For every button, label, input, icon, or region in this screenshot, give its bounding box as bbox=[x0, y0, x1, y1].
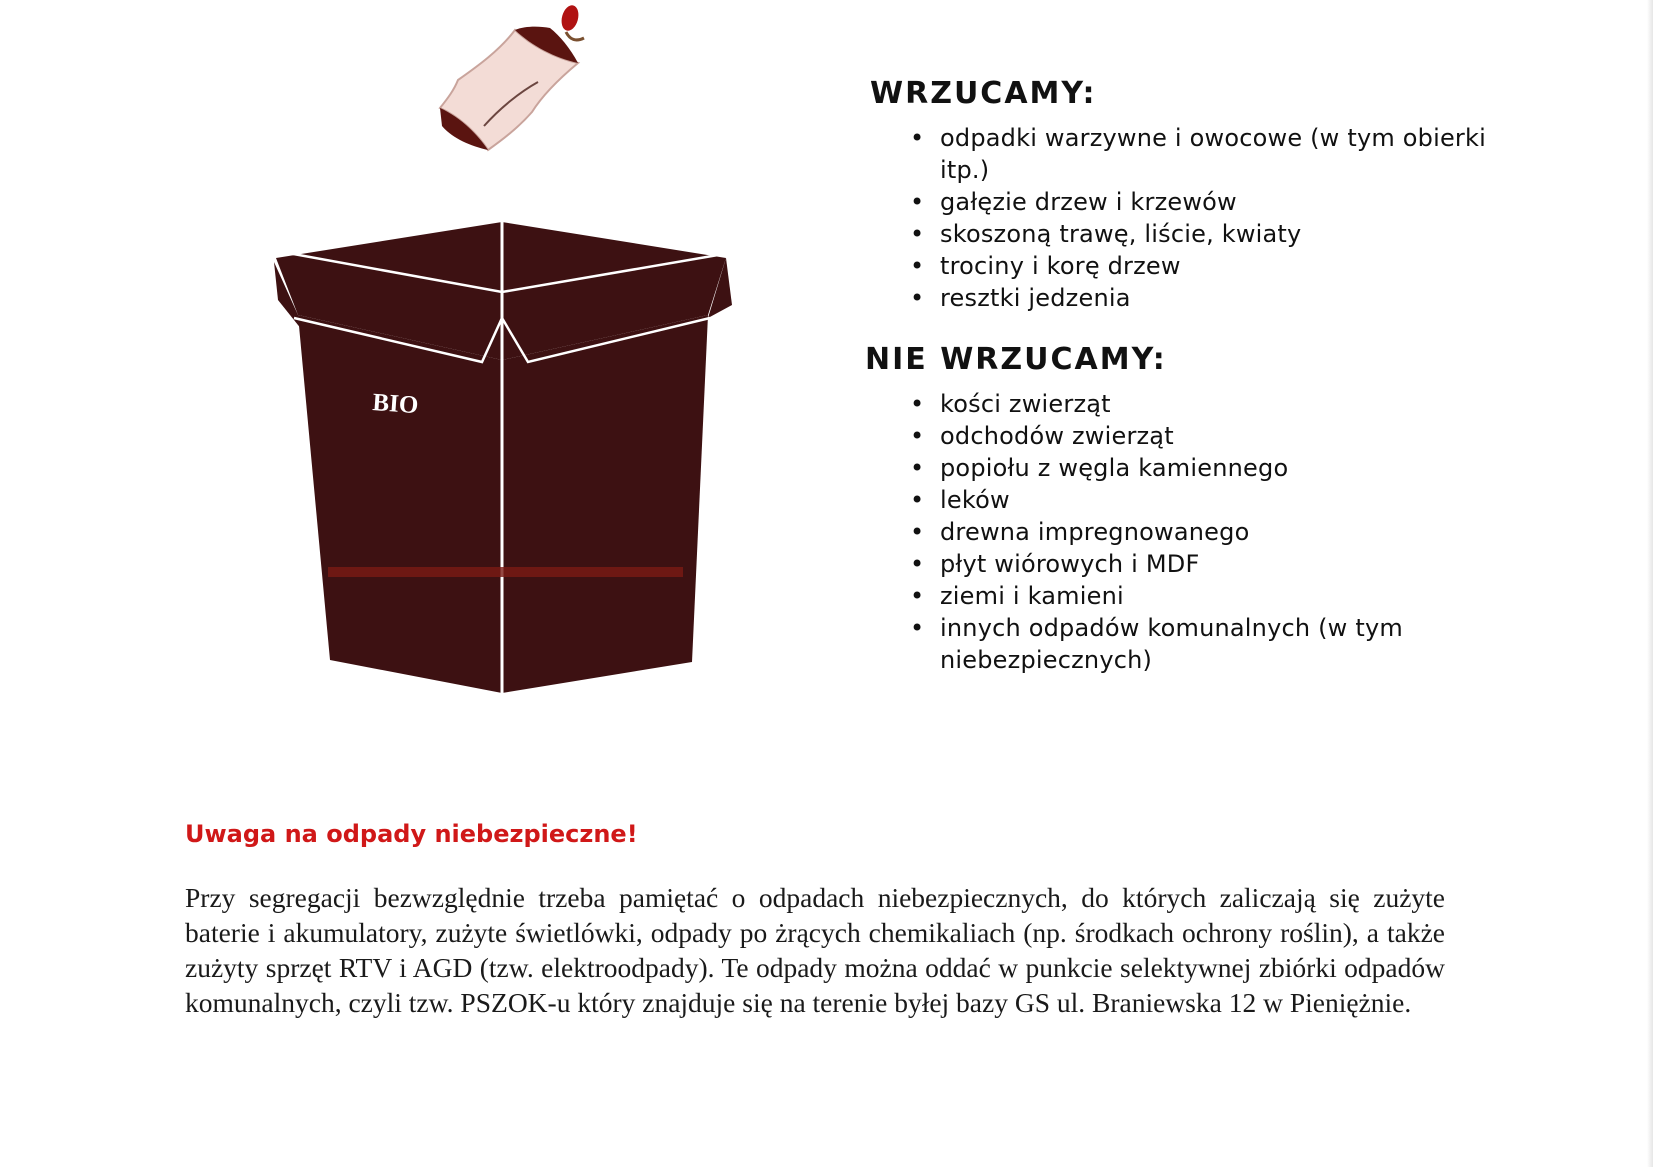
list-item: • drewna impregnowanego bbox=[910, 516, 1490, 548]
scan-edge bbox=[1647, 0, 1653, 1167]
list-item: • trociny i korę drzew bbox=[910, 250, 1490, 282]
list-item: • leków bbox=[910, 484, 1490, 516]
list-item: • kości zwierząt bbox=[910, 388, 1490, 420]
warning-paragraph: Przy segregacji bezwzględnie trzeba pamiętać o odpadach niebezpiecznych, do których zaliczają się zużyte baterie i akumulatory, zużyte świetlówki, odpady po żrących chemikaliach (np. środkach ochrony roślin), a także zużyty sprzęt RTV i AGD (tzw. elektroodpady). Te odpady można oddać w punkcie selektywnej zbiórki odpadów komunalnych, czyli tzw. PSZOK-u który znajduje się na terenie byłej bazy GS ul. Braniewska 12 w Pieniężnie. bbox=[185, 882, 1445, 1018]
bin-label: BIO bbox=[371, 389, 420, 420]
list-item: • odchodów zwierząt bbox=[910, 420, 1490, 452]
list-item: • płyt wiórowych i MDF bbox=[910, 548, 1490, 580]
bio-bin-svg bbox=[270, 0, 790, 760]
forbidden-list bbox=[870, 388, 1490, 676]
list-item: • popiołu z węgla kamiennego bbox=[910, 452, 1490, 484]
list-item: • resztki jedzenia bbox=[910, 282, 1490, 314]
rules-section bbox=[865, 70, 1490, 676]
bio-bin-illustration bbox=[270, 0, 790, 760]
list-item: • skoszoną trawę, liście, kwiaty bbox=[910, 218, 1490, 250]
compost-bin-icon bbox=[274, 222, 732, 693]
list-item: • innych odpadów komunalnych (w tym niebezpiecznych) bbox=[910, 612, 1490, 676]
allowed-heading: WRZUCAMY: bbox=[870, 76, 1097, 111]
list-item: • ziemi i kamieni bbox=[910, 580, 1490, 612]
warning-title: Uwaga na odpady niebezpieczne! bbox=[185, 820, 638, 848]
list-item: • odpadki warzywne i owocowe (w tym obierki itp.) bbox=[910, 122, 1490, 186]
list-item: • gałęzie drzew i krzewów bbox=[910, 186, 1490, 218]
allowed-list bbox=[870, 122, 1490, 314]
apple-core-icon bbox=[440, 3, 584, 150]
forbidden-heading: NIE WRZUCAMY: bbox=[865, 342, 1167, 377]
